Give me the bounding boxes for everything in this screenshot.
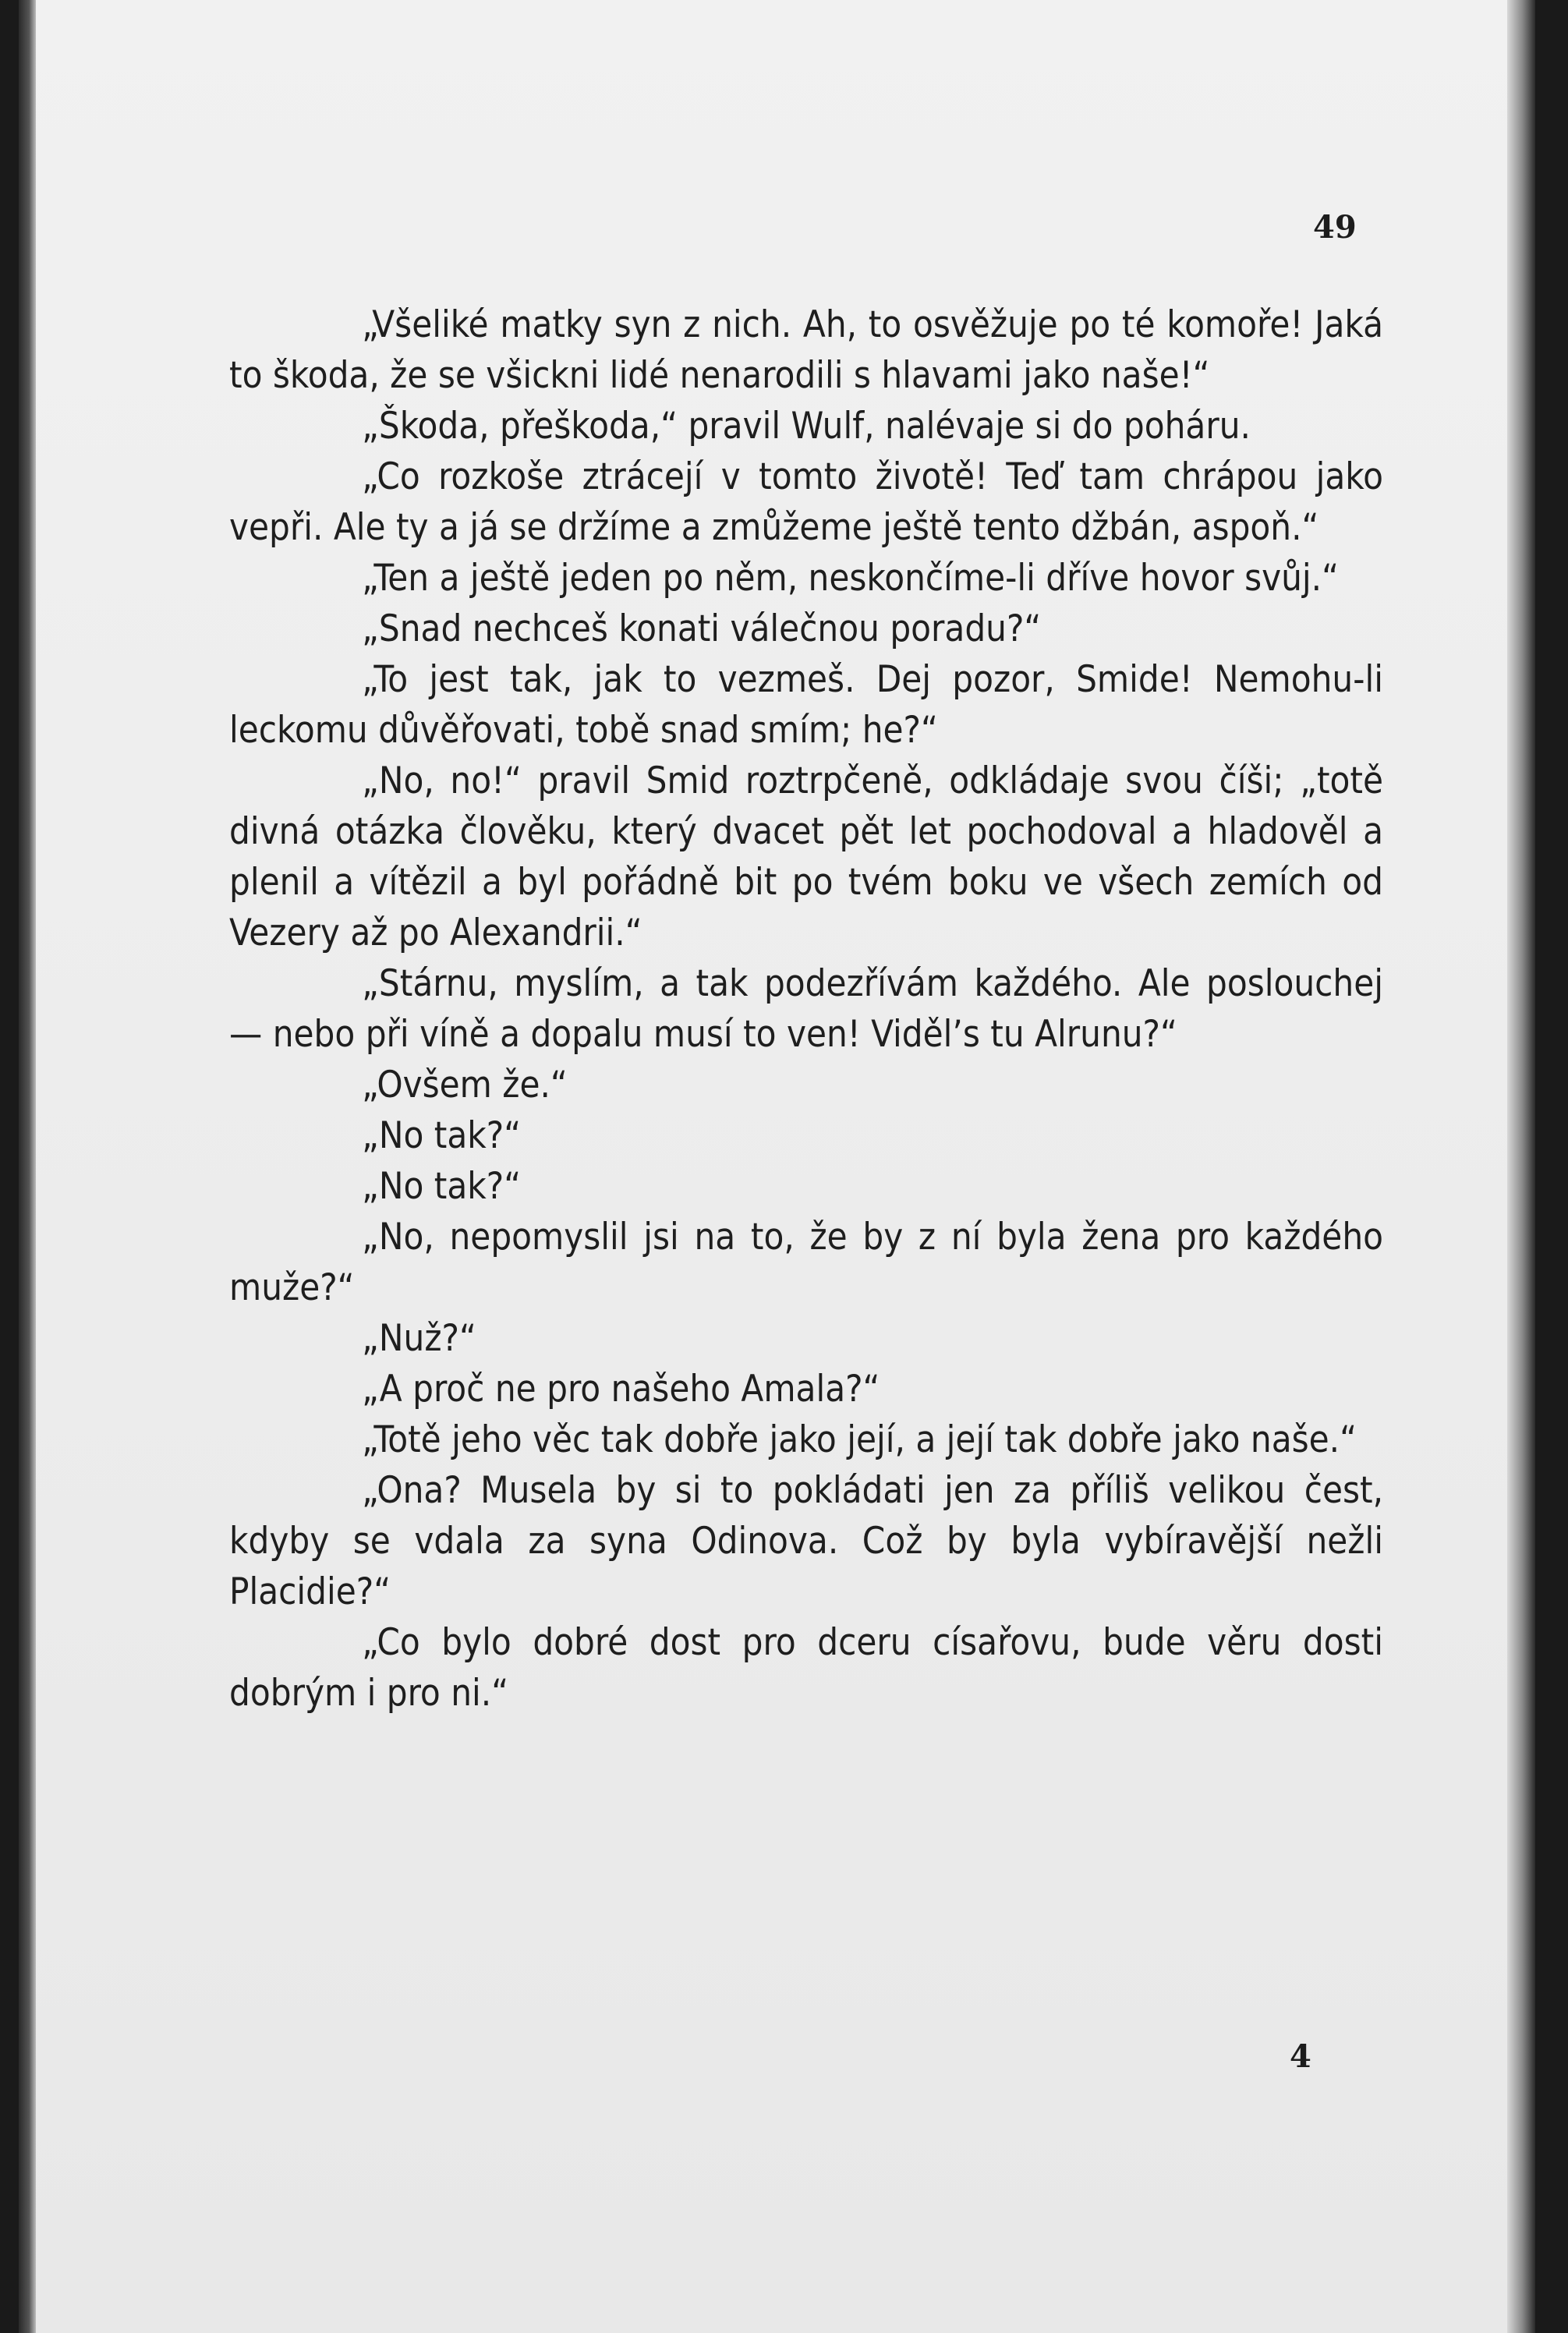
paragraph: „No, no!“ pravil Smid roztrpčeně, odkládaje svou číši; „totě divná otázka člověku, který dvacet pět let pochodoval a hladověl a plenil a vítězil a byl pořádně bit po tvém boku ve všech zemích od Vezery až po Alexandrii.“: [229, 759, 1383, 954]
paragraph: „A proč ne pro našeho Amala?“: [362, 1368, 880, 1411]
signature-mark: 4: [1290, 2038, 1311, 2075]
paragraph: „Ona? Musela by si to pokládati jen za příliš velikou čest, kdyby se vdala za syna Odinova. Což by byla vybíravější nežli Placidie?“: [229, 1469, 1383, 1613]
paragraph: „Stárnu, myslím, a tak podezřívám každého. Ale poslouchej — nebo při víně a dopalu musí to ven! Viděl’s tu Alrunu?“: [229, 962, 1383, 1056]
paragraph: „Škoda, přeškoda,“ pravil Wulf, nalévaje si do poháru.: [362, 405, 1251, 448]
paragraph: „Co bylo dobré dost pro dceru císařovu, bude věru dosti dobrým i pro ni.“: [229, 1621, 1383, 1715]
page-right-edge: [1507, 0, 1535, 2333]
page-number: 49: [1313, 209, 1357, 246]
paragraph: „To jest tak, jak to vezmeš. Dej pozor, Smide! Nemohu-li leckomu důvěřovati, tobě snad smím; he?“: [229, 658, 1383, 752]
page-left-edge: [19, 0, 36, 2333]
paragraph: „Všeliké matky syn z nich. Ah, to osvěžuje po té komoře! Jaká to škoda, že se všickni lidé nenarodili s hlavami jako naše!“: [229, 303, 1383, 397]
paragraph: „No tak?“: [362, 1114, 522, 1157]
paragraph: „Nuž?“: [362, 1317, 476, 1360]
paragraph: „No tak?“: [362, 1165, 522, 1208]
paragraph: „Co rozkoše ztrácejí v tomto životě! Teď tam chrápou jako vepři. Ale ty a já se držíme a zmůžeme ještě tento džbán, aspoň.“: [229, 455, 1383, 549]
book-page: [19, 0, 1535, 2333]
paragraph: „Totě jeho věc tak dobře jako její, a její tak dobře jako naše.“: [362, 1418, 1357, 1461]
paragraph: „Snad nechceš konati válečnou poradu?“: [362, 607, 1042, 650]
paragraph: „Ovšem že.“: [362, 1064, 568, 1106]
body-text: [229, 299, 1383, 1719]
paragraph: „Ten a ještě jeden po něm, neskončíme-li dříve hovor svůj.“: [362, 557, 1340, 600]
paragraph: „No, nepomyslil jsi na to, že by z ní byla žena pro každého muže?“: [229, 1216, 1383, 1309]
